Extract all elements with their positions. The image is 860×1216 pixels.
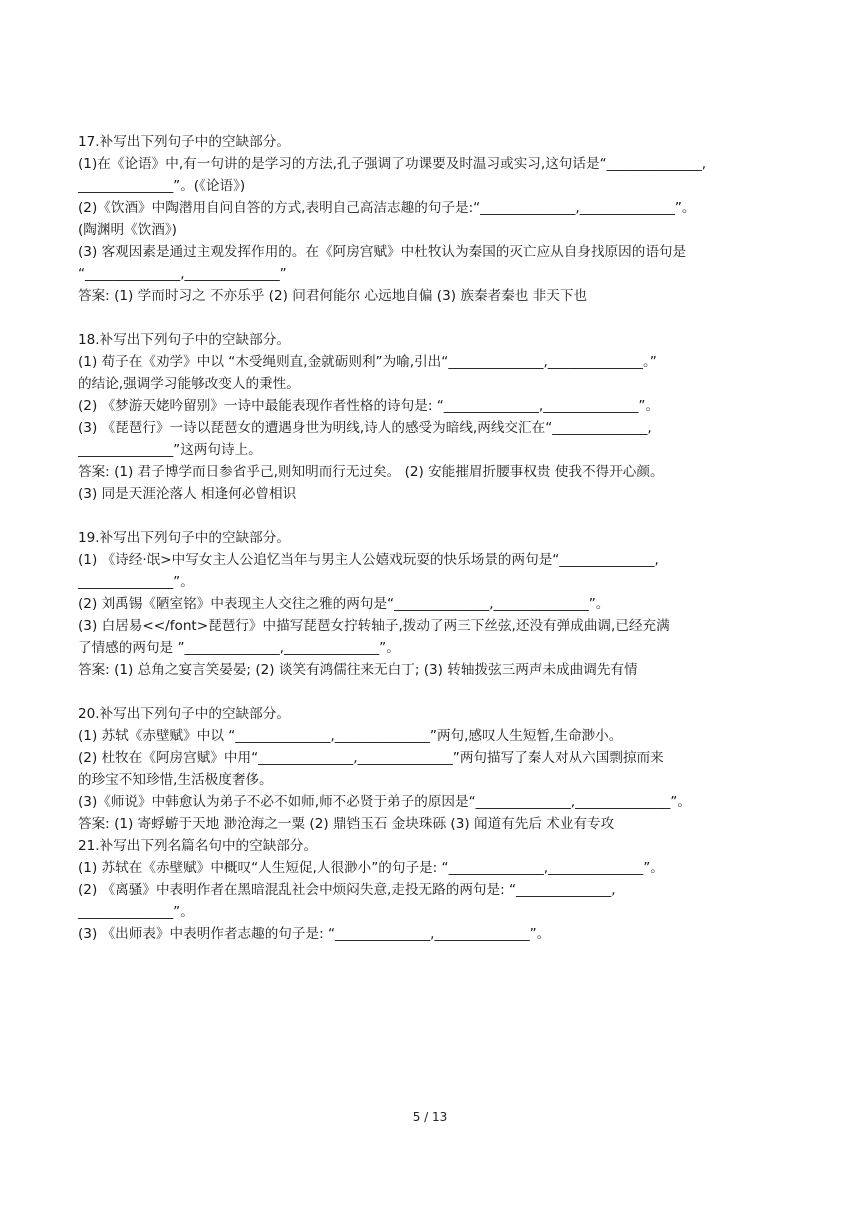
text-line: ______________”。 [78,904,194,920]
text-line: (3) 《出师表》中表明作者志趣的句子是: “______________,______________”。 [78,926,551,942]
text-line: “______________,______________” [78,266,287,282]
text-line: (陶渊明《饮酒》) [78,222,177,238]
answer-line: 答案: (1) 学而时习之 不亦乐乎 (2) 问君何能尔 心远地自偏 (3) 族秦者秦也 非天下也 [78,288,588,304]
text-line: ______________”。 [78,574,194,590]
text-line: ______________”。(《论语》) [78,178,246,194]
text-line: (3) 客观因素是通过主观发挥作用的。在《阿房宫赋》中杜牧认为秦国的灭亡应从自身找原因的语句是 [78,244,687,260]
question-heading: 18.补写出下列句子中的空缺部分。 [78,332,290,348]
text-line: (2) 刘禹锡《陋室铭》中表现主人交往之雅的两句是“______________,______________”。 [78,596,610,612]
text-line: (2) 《梦游天姥吟留别》一诗中最能表现作者性格的诗句是: “______________,______________”。 [78,398,660,414]
answer-line: 答案: (1) 寄蜉蝣于天地 渺沧海之一粟 (2) 鼎铛玉石 金块珠砾 (3) 闻道有先后 术业有专攻 [78,816,615,832]
text-line: 的结论,强调学习能够改变人的秉性。 [78,376,300,392]
spacer [78,307,794,329]
text-line: 了情感的两句是 ”______________,______________”。 [78,640,400,656]
text-line: (1)在《论语》中,有一句讲的是学习的方法,孔子强调了功课要及时温习或实习,这句话是“______________, [78,156,707,172]
page-number: 5 / 13 [412,1110,448,1124]
text-line: ______________”这两句诗上。 [78,442,262,458]
text-line: (3)《师说》中韩愈认为弟子不必不如师,师不必贤于弟子的原因是“______________,______________”。 [78,794,691,810]
text-line: (1) 荀子在《劝学》中以 “木受绳则直,金就砺则利”为喻,引出“______________,______________。” [78,354,657,370]
text-line: (3) 《琵琶行》一诗以琵琶女的遭遇身世为明线,诗人的感受为暗线,两线交汇在“______________, [78,420,652,436]
spacer [78,681,794,703]
text-line: (2) 杜牧在《阿房宫赋》中用“______________,______________”两句描写了秦人对从六国剽掠而来 [78,750,664,766]
text-line: (3) 白居易<</font>琵琶行》中描写琵琶女拧转轴子,拨动了两三下丝弦,还没有弹成曲调,已经充满 [78,618,670,634]
text-line: (2) 《离骚》中表明作者在黑暗混乱社会中烦闷失意,走投无路的两句是: “______________, [78,882,616,898]
text-line: (1) 苏轼《赤壁赋》中以 “______________,______________”两句,感叹人生短暂,生命渺小。 [78,728,623,744]
text-line: (1) 苏轼在《赤壁赋》中概叹“人生短促,人很渺小”的句子是: “______________,______________”。 [78,860,664,876]
text-line: 的珍宝不知珍惜,生活极度奢侈。 [78,772,273,788]
document-body [78,131,794,945]
text-line: 17.补写出下列句子中的空缺部分。 [78,134,290,150]
question-heading: 21.补写出下列名篇名句中的空缺部分。 [78,838,318,854]
text-line: (2)《饮酒》中陶潜用自问自答的方式,表明自己高洁志趣的句子是:“______________,______________”。 [78,200,696,216]
answer-line: 答案: (1) 君子博学而日参省乎己,则知明而行无过矣。 (2) 安能摧眉折腰事权贵 使我不得开心颜。 [78,464,664,480]
question-heading: 20.补写出下列句子中的空缺部分。 [78,706,290,722]
spacer [78,505,794,527]
answer-line: 答案: (1) 总角之宴言笑晏晏; (2) 谈笑有鸿儒往来无白丁; (3) 转轴拨弦三两声未成曲调先有情 [78,662,638,678]
question-heading: 19.补写出下列句子中的空缺部分。 [78,530,290,546]
answer-line: (3) 同是天涯沦落人 相逢何必曾相识 [78,486,297,502]
text-line: (1) 《诗经·氓>中写女主人公追忆当年与男主人公嬉戏玩耍的快乐场景的两句是“______________, [78,552,659,568]
